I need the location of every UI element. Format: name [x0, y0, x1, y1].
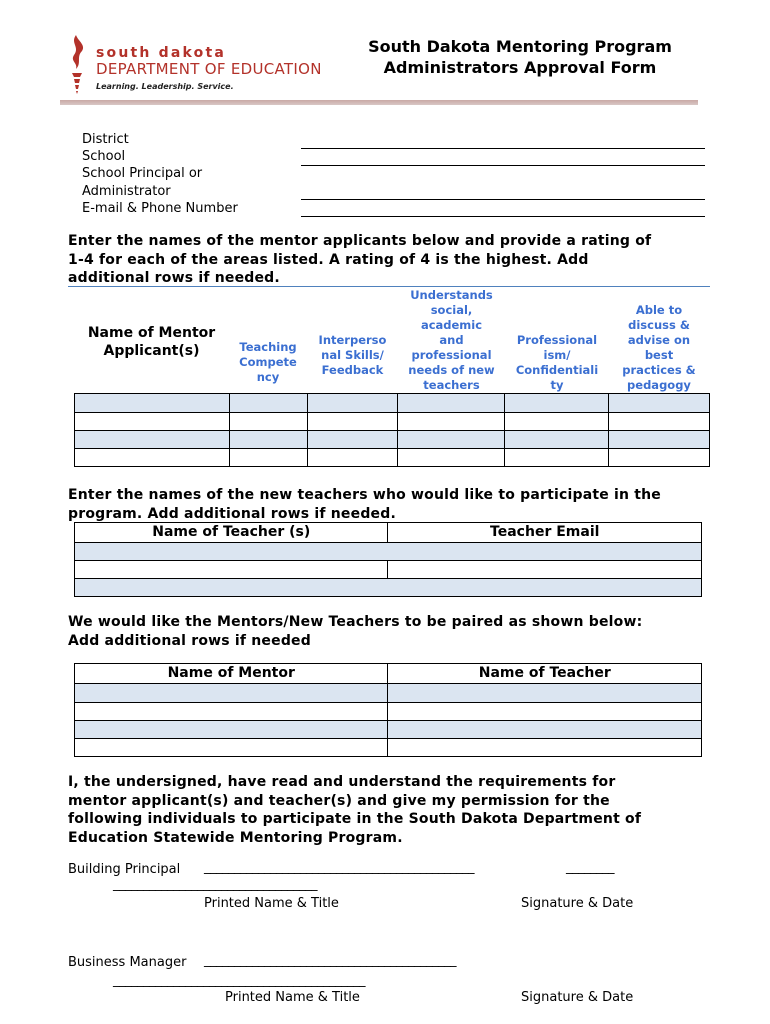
logo-line1: south dakota: [96, 45, 227, 61]
mentor-instructions-line2: 1-4 for each of the areas listed. A rating of 4 is the highest. Add: [68, 251, 589, 268]
manager-printed-name-caption: Printed Name & Title: [225, 990, 360, 1005]
header-able-line6: pedagogy: [627, 378, 691, 392]
header-professionalism-line3: Confidentiali: [515, 363, 599, 377]
table-cell[interactable]: [75, 703, 388, 721]
header-able-line2: discuss &: [628, 318, 690, 332]
header-interpersonal: [307, 333, 398, 378]
table-cell[interactable]: [505, 449, 609, 467]
table-cell[interactable]: [229, 413, 307, 431]
table-cell[interactable]: [609, 449, 710, 467]
attestation-line3: following individuals to participate in the South Dakota Department of: [68, 811, 642, 827]
header-professionalism-line4: ty: [550, 378, 564, 392]
title-line1: South Dakota Mentoring Program: [368, 37, 672, 56]
header-mentor-name-line1: Name of Mentor: [87, 325, 216, 341]
table-cell[interactable]: [398, 394, 505, 413]
pairing-instructions-line2: Add additional rows if needed: [68, 632, 311, 649]
header-understands-line6: needs of new: [408, 363, 495, 377]
table-cell[interactable]: [75, 413, 230, 431]
table-cell[interactable]: [75, 449, 230, 467]
title-line2: Administrators Approval Form: [383, 58, 657, 77]
table-cell[interactable]: [75, 394, 230, 413]
header-mentor-name: [74, 324, 229, 360]
table-row: [75, 543, 702, 561]
teacher-email-header: Teacher Email: [388, 523, 702, 543]
table-row: [75, 703, 702, 721]
principal-label-line2: Administrator: [82, 183, 171, 199]
table-cell[interactable]: [75, 431, 230, 449]
table-cell[interactable]: [75, 561, 388, 579]
business-manager-label: Business Manager: [68, 955, 187, 970]
header-interpersonal-line1: Interperso: [318, 333, 387, 347]
teacher-instructions-line2: program. Add additional rows if needed.: [68, 505, 396, 522]
district-label: District: [82, 132, 129, 147]
table-cell[interactable]: [229, 394, 307, 413]
header-able: [609, 303, 709, 393]
building-principal-label: Building Principal: [68, 862, 181, 877]
teacher-name-header: Name of Teacher (s): [75, 523, 388, 543]
manager-signature-line[interactable]: __________________________________________: [113, 973, 365, 988]
mentor-instructions: [68, 232, 651, 288]
mentor-rating-table: [74, 393, 710, 467]
table-cell[interactable]: [307, 413, 398, 431]
attestation-line4: Education Statewide Mentoring Program.: [68, 829, 403, 846]
table-row: [75, 721, 702, 739]
table-row: [75, 449, 710, 467]
attestation-text: [68, 773, 641, 847]
table-row: [75, 431, 710, 449]
email-phone-label: E-mail & Phone Number: [82, 200, 238, 216]
header-interpersonal-line3: Feedback: [321, 363, 384, 377]
header-professionalism-line1: Professional: [516, 333, 598, 347]
header-understands-line4: and: [439, 333, 464, 347]
mentor-instructions-line3: additional rows if needed.: [68, 270, 280, 286]
mentor-name-header: Name of Mentor: [75, 664, 388, 684]
teacher-instructions: [68, 486, 661, 523]
table-cell[interactable]: [75, 739, 388, 757]
manager-signature-date-caption: Signature & Date: [521, 990, 634, 1005]
table-header-row: [75, 664, 702, 684]
attestation-line2: mentor applicant(s) and teacher(s) and give my permission for the: [68, 792, 610, 809]
pairing-instructions-line1: We would like the Mentors/New Teachers to be paired as shown below:: [68, 614, 643, 630]
principal-label-line1: School Principal or: [82, 166, 203, 182]
header-understands-line2: social,: [430, 303, 473, 317]
attestation-line1: I, the undersigned, have read and understand the requirements for: [68, 774, 616, 790]
table-row: [75, 394, 710, 413]
principal-date-line[interactable]: ________: [566, 860, 614, 875]
pairing-instructions: [68, 613, 642, 650]
header-understands-line1: Understands: [410, 288, 493, 302]
teacher-name-header: Name of Teacher: [388, 664, 702, 684]
table-cell[interactable]: [398, 431, 505, 449]
mentor-instructions-line1: Enter the names of the mentor applicants below and provide a rating of: [68, 233, 652, 249]
header-professionalism-line2: ism/: [543, 348, 571, 362]
flame-logo-icon: [66, 33, 90, 95]
header-able-line1: Able to: [635, 303, 683, 317]
header-understands: [398, 288, 505, 393]
school-field[interactable]: [301, 165, 705, 166]
table-cell[interactable]: [229, 431, 307, 449]
school-label: School: [82, 149, 126, 165]
header-teaching: [229, 340, 307, 385]
header-teaching-line3: ncy: [256, 370, 280, 384]
form-title: [340, 36, 700, 78]
header-understands-line5: professional: [411, 348, 492, 362]
table-cell[interactable]: [75, 543, 702, 561]
manager-name-line[interactable]: __________________________________________: [204, 953, 456, 968]
logo-line2: DEPARTMENT OF EDUCATION: [96, 60, 322, 78]
info-labels: [82, 131, 238, 217]
table-header-row: [75, 523, 702, 543]
header-professionalism: [505, 333, 609, 393]
table-cell[interactable]: [505, 413, 609, 431]
table-row: [75, 739, 702, 757]
principal-name-line[interactable]: _____________________________________________: [204, 860, 474, 875]
header-teaching-line1: Teaching: [239, 340, 297, 354]
table-cell[interactable]: [229, 449, 307, 467]
header-divider: [60, 100, 698, 105]
header-understands-line7: teachers: [423, 378, 480, 392]
header-mentor-name-line2: Applicant(s): [103, 343, 200, 359]
table-cell[interactable]: [609, 413, 710, 431]
table-cell[interactable]: [609, 431, 710, 449]
district-field[interactable]: [301, 148, 705, 149]
table-cell[interactable]: [388, 684, 702, 703]
table-cell[interactable]: [609, 394, 710, 413]
header-interpersonal-line2: nal Skills/: [321, 348, 384, 362]
table-row: [75, 579, 702, 597]
header-understands-line3: academic: [420, 318, 483, 332]
table-cell[interactable]: [307, 394, 398, 413]
email-phone-field[interactable]: [301, 216, 705, 217]
table-cell[interactable]: [398, 449, 505, 467]
logo-tagline: Learning. Leadership. Service.: [96, 82, 234, 91]
table-row: [75, 413, 710, 431]
header-able-line3: advise on: [627, 333, 691, 347]
table-cell[interactable]: [505, 394, 609, 413]
table-cell[interactable]: [75, 684, 388, 703]
table-cell[interactable]: [75, 721, 388, 739]
table-cell[interactable]: [75, 579, 702, 597]
table-cell[interactable]: [388, 703, 702, 721]
principal-signature-date-caption: Signature & Date: [521, 896, 634, 911]
pairing-table: [74, 663, 702, 757]
table-cell[interactable]: [398, 413, 505, 431]
rating-header-divider: [68, 286, 710, 287]
principal-printed-name-caption: Printed Name & Title: [204, 896, 339, 911]
table-cell[interactable]: [505, 431, 609, 449]
table-row: [75, 561, 702, 579]
table-cell[interactable]: [388, 561, 702, 579]
header-able-line5: practices &: [622, 363, 696, 377]
table-cell[interactable]: [388, 739, 702, 757]
teacher-instructions-line1: Enter the names of the new teachers who would like to participate in the: [68, 487, 661, 503]
principal-signature-line[interactable]: __________________________________: [113, 877, 317, 892]
table-cell[interactable]: [307, 449, 398, 467]
principal-field[interactable]: [301, 199, 705, 200]
table-row: [75, 684, 702, 703]
header-able-line4: best: [644, 348, 674, 362]
table-cell[interactable]: [307, 431, 398, 449]
teacher-table: [74, 522, 702, 597]
table-cell[interactable]: [388, 721, 702, 739]
header-teaching-line2: Compete: [239, 355, 297, 369]
